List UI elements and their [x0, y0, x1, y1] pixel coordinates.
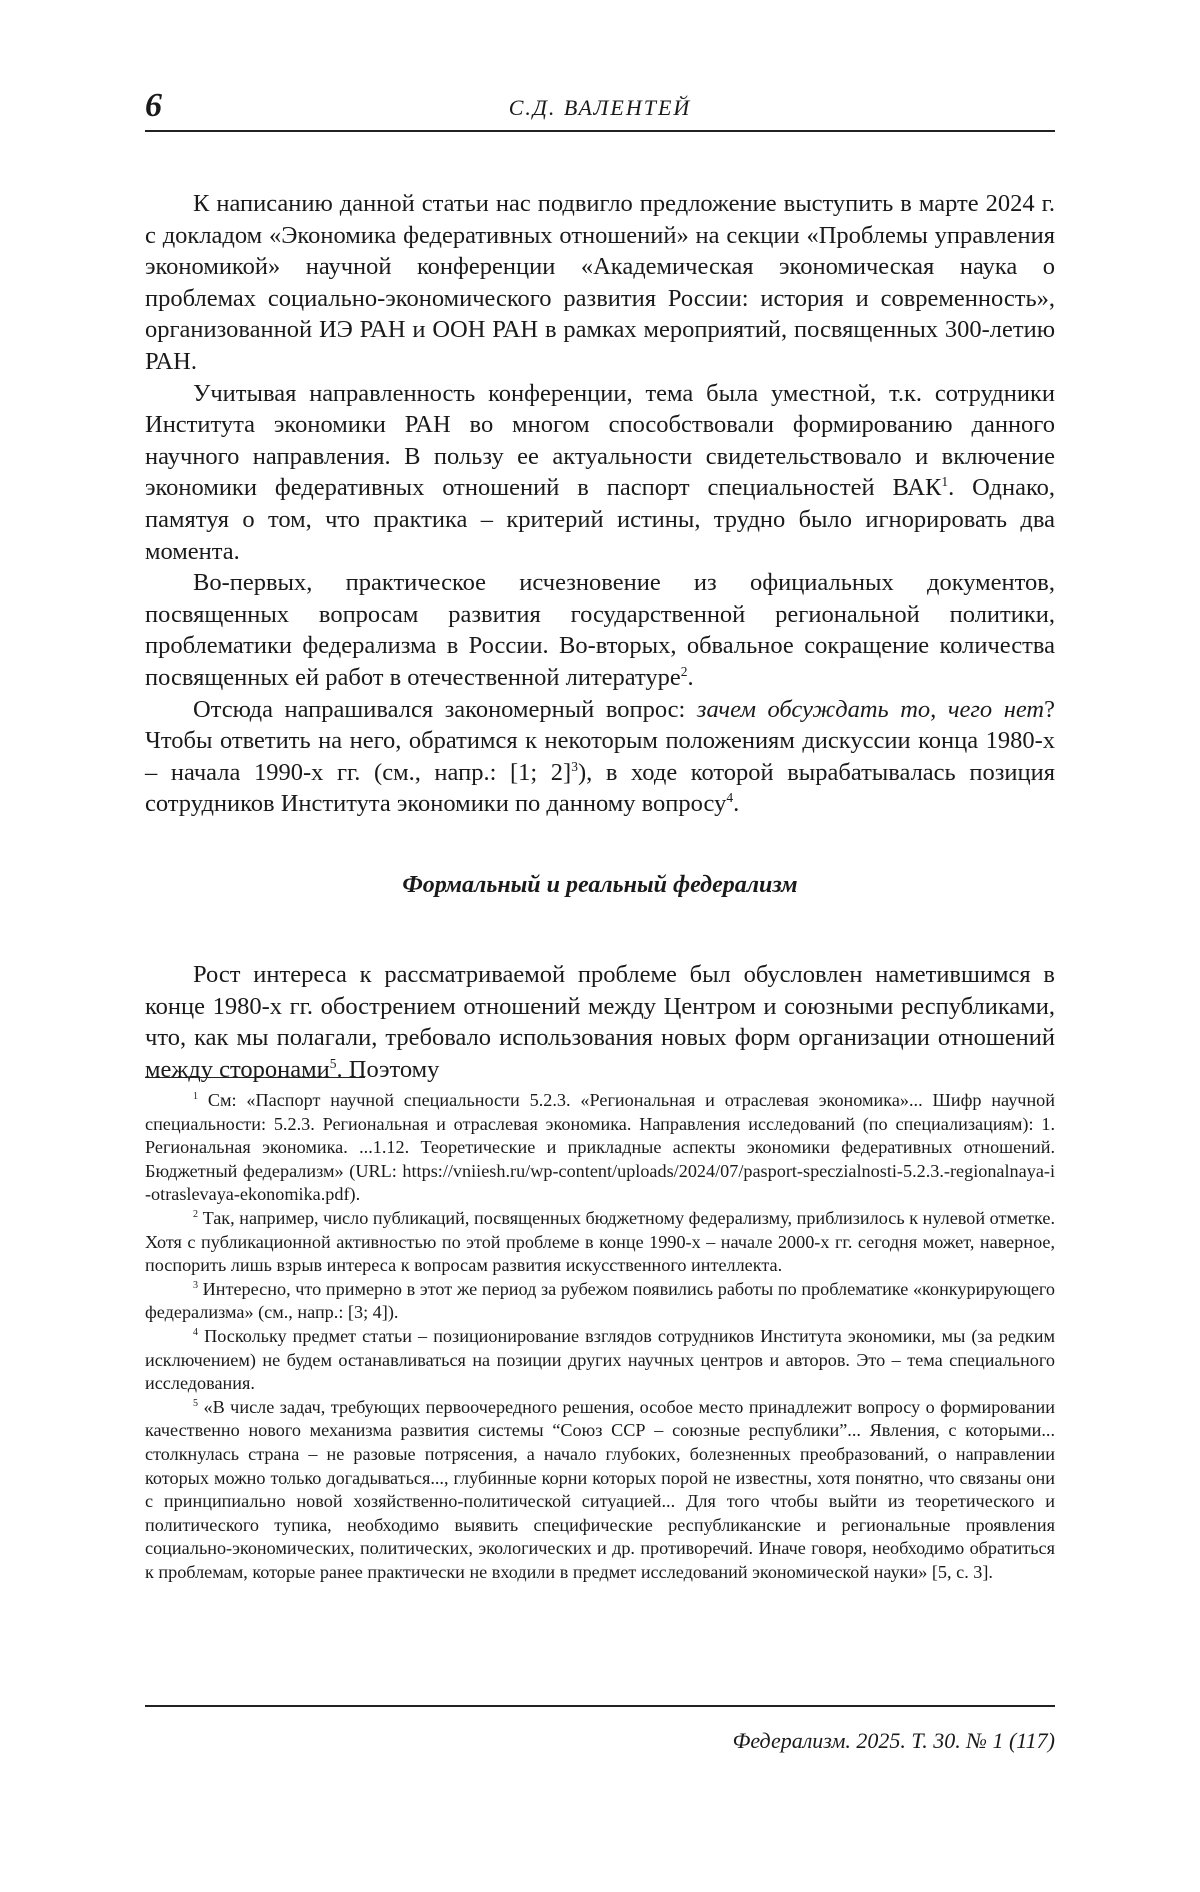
footnote-number: 5	[193, 1397, 198, 1409]
paragraph-text: ? Чтобы ответить на него, обратимся к некоторым положениям дискуссии конца 1980-х – начала 1990-х гг. (см., напр.: [1; 2]	[145, 695, 1055, 786]
journal-citation: Федерализм. 2025. Т. 30. № 1 (117)	[732, 1728, 1055, 1753]
paragraph-text: ), в ходе которой вырабатывалась позиция сотрудников Института экономики по данному вопросу	[145, 758, 1055, 818]
footnote-ref[interactable]: 3	[571, 758, 578, 774]
footnote	[145, 1396, 1055, 1585]
section-heading: Формальный и реальный федерализм	[402, 872, 798, 898]
footnotes	[145, 1089, 1055, 1584]
footnote-ref[interactable]: 4	[726, 790, 734, 806]
footnote-divider	[145, 1077, 365, 1078]
footnote-number: 3	[193, 1279, 198, 1291]
page-number: 6	[145, 87, 162, 124]
paragraph-text: Во-первых, практическое исчезновение из официальных документов, посвященных вопросам развития государственной региональной политики, проблематики федерализма в России. Во-вторых, обвальное сокращение количества посвященных ей работ в отечественной литературе	[145, 569, 1055, 691]
footnote-text: Так, например, число публикаций, посвященных бюджетному федерализму, приблизилось к нулевой отметке. Хотя с публикационной активностью по этой проблеме в конце 1990-х – начале 2000-х гг. сегодня может, наверное, поспорить лишь взрыв интереса к вопросам развития искусственного интеллекта.	[145, 1207, 1056, 1276]
footnote-text: См: «Паспорт научной специальности 5.2.3. «Региональная и отраслевая экономика»... Шифр научной специальности: 5.2.3. Региональная и отраслевая экономика. Направления исследований (по специализациям): 1. Региональная экономика. ...1.12. Теоретические и прикладные аспекты экономики федеративных отношений. Бюджетный федерализм» (URL:	[145, 1090, 1055, 1181]
footnote-link[interactable]: https://vniiesh.ru/wp-content/uploads/2024/07/pasport-speczialnosti-5.2.3.-regionalnaya-i-otraslevaya-ekonomika.pdf	[145, 1160, 1055, 1205]
footnote	[145, 1278, 1055, 1325]
footnote-ref[interactable]: 1	[941, 474, 949, 490]
footnote-text: ).	[349, 1184, 361, 1205]
paragraph-text: . Однако, памятуя о том, что практика – критерий истины, трудно было игнорировать два момента.	[145, 474, 1055, 565]
paragraph-text: Рост интереса к рассматриваемой проблеме был обусловлен наметившимся в конце 1980-х гг. обострением отношений между Центром и союзными республиками, что, как мы полагали, требовало использования новых форм организации отношений между сторонами	[145, 961, 1055, 1083]
footnote-number: 2	[193, 1208, 198, 1220]
footnote-ref[interactable]: 5	[329, 1055, 337, 1071]
footnote	[145, 1089, 1055, 1207]
paragraph	[145, 694, 1055, 820]
paragraph-text: .	[733, 790, 740, 818]
running-head	[145, 86, 1055, 132]
paragraph	[145, 567, 1055, 693]
footnote	[145, 1207, 1055, 1278]
paragraph-text: Отсюда напрашивался закономерный вопрос:	[193, 695, 697, 723]
footnote-text: Поскольку предмет статьи – позиционирование взглядов сотрудников Института экономики, мы (за редким исключением) не будем останавливаться на позиции других научных центров и авторов. Это – тема специального исследования.	[145, 1325, 1055, 1394]
paragraph	[145, 188, 1055, 378]
paragraph-text: Учитывая направленность конференции, тема была уместной, т.к. сотрудники Института экономики РАН во многом способствовали формированию данного научного направления. В пользу ее актуальности свидетельствовало и включение экономики федеративных отношений в паспорт специальностей ВАК	[145, 379, 1055, 502]
footnote-text: «В числе задач, требующих первоочередного решения, особое место принадлежит вопросу о формировании качественно нового механизма развития системы “Союз ССР – союзные республики”... Явления, с которыми... столкнулась страна – не разовые потрясения, а начало глубоких, болезненных преобразований, о направлении которых можно только догадываться..., глубинные корни которых порой не известны, хотя понятно, что связаны они с принципиально новой хозяйственно-политической ситуацией... Для того чтобы выйти из теоретического и политического тупика, необходимо выявить специфические республиканские и региональные проявления социально-экономических, политических, экологических и др. противоречий. Иначе говоря, необходимо обратиться к проблемам, которые ранее практически не входили в предмет исследований экономической науки» [5, с. 3].	[145, 1396, 1056, 1582]
article-body	[145, 188, 1055, 820]
footer-divider	[145, 1705, 1055, 1707]
footnote	[145, 1325, 1055, 1396]
running-head-author: С.Д. ВАЛЕНТЕЙ	[508, 95, 692, 120]
italic-question: зачем обсуждать то, чего нет	[696, 695, 1045, 723]
paragraph	[145, 378, 1055, 568]
footnote-number: 1	[193, 1090, 198, 1102]
paragraph-text: . Поэтому	[336, 1055, 440, 1083]
paragraph-text: .	[687, 663, 694, 691]
article-body-continued	[145, 959, 1055, 1085]
paragraph-text: К написанию данной статьи нас подвигло предложение выступить в марте 2024 г. с докладом «Экономика федеративных отношений» на секции «Проблемы управления экономикой» научной конференции «Академическая экономическая наука о проблемах социально-экономического развития России: история и современность», организованной ИЭ РАН и ООН РАН в рамках мероприятий, посвященных 300-летию РАН.	[145, 190, 1055, 375]
paragraph	[145, 959, 1055, 1085]
footnote-ref[interactable]: 2	[680, 663, 688, 679]
footnote-number: 4	[193, 1326, 198, 1338]
footnote-text: Интересно, что примерно в этот же период за рубежом появились работы по проблематике «конкурирующего федерализма» (см., напр.: [3; 4]).	[145, 1278, 1056, 1323]
